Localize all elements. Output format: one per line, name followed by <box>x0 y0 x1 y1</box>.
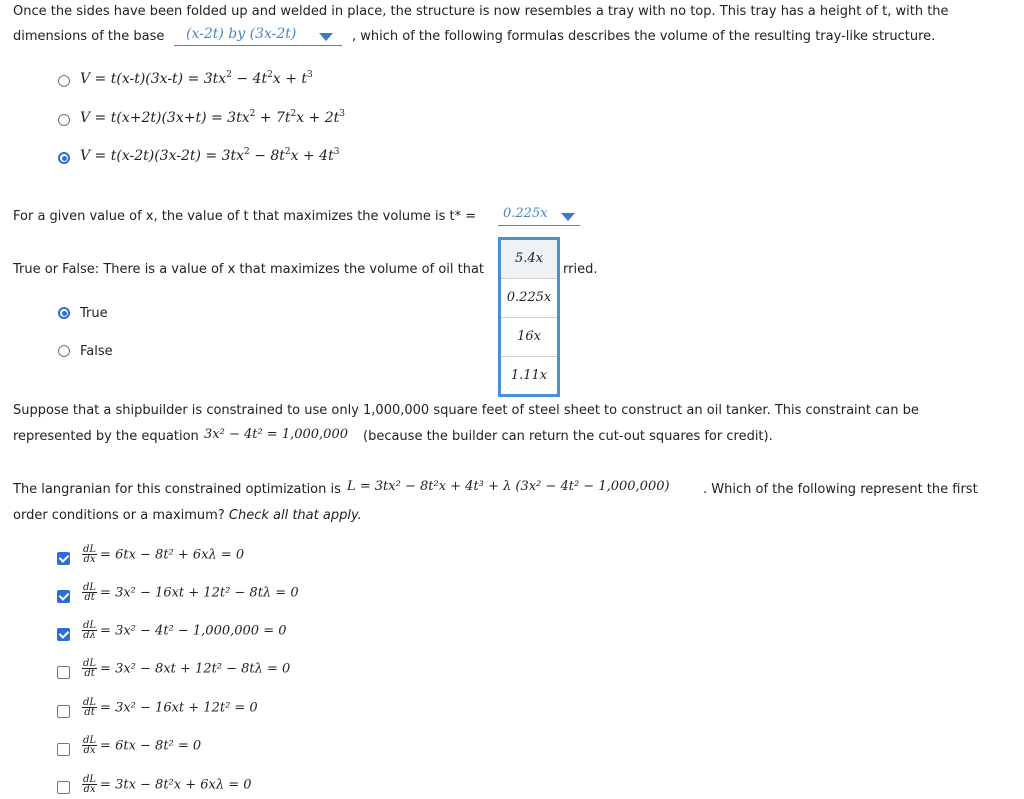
foc-4-expr: = 3x² − 8xt + 12t² − 8tλ = 0 <box>100 661 291 677</box>
volume-option-2-lhs: V = t(x+2t)(3x+t) = 3tx <box>80 110 250 126</box>
volume-option-2-mid: + 7t <box>255 110 291 126</box>
chevron-down-icon[interactable] <box>561 213 575 221</box>
false-radio[interactable] <box>58 345 70 357</box>
base-dims-dropdown-value[interactable]: (x-2t) by (3x-2t) <box>186 26 297 42</box>
foc-checkbox-4[interactable] <box>57 666 70 679</box>
foc-1-expr: = 6tx − 8t² + 6xλ = 0 <box>100 547 245 563</box>
true-label[interactable]: True <box>80 306 108 321</box>
chevron-down-icon[interactable] <box>319 33 333 41</box>
foc-3-den: dλ <box>83 630 96 641</box>
volume-option-3[interactable]: $V = t(x-2t)(3x-2t) = 3tx^2 - 8t^2x + 4t^3$ <box>80 147 340 164</box>
false-label[interactable]: False <box>80 344 113 359</box>
foc-7-num: dL <box>83 774 97 785</box>
foc-4-num: dL <box>83 658 97 669</box>
base-dims-underline <box>174 45 342 46</box>
tstar-dropdown-value[interactable]: 0.225x <box>503 206 548 221</box>
true-false-question-text: True or False: There is a value of x that maximizes the volume of oil that <box>13 262 485 277</box>
lagrangian-line-1-prefix: The langranian for this constrained optimization is <box>13 482 341 497</box>
volume-option-radio-3[interactable] <box>58 152 70 164</box>
foc-2-den: dt <box>84 592 95 603</box>
true-false-question-suffix: rried. <box>563 262 598 277</box>
intro-line-2-prefix: dimensions of the base <box>13 29 165 44</box>
intro-line-2-suffix: , which of the following formulas describes the volume of the resulting tray-like structure. <box>352 29 936 44</box>
foc-option-1[interactable] <box>82 545 244 564</box>
foc-5-den: dt <box>84 707 95 718</box>
dropdown-option[interactable]: 5.4x <box>501 240 557 279</box>
foc-4-den: dt <box>84 668 95 679</box>
foc-6-num: dL <box>83 735 97 746</box>
foc-5-expr: = 3x² − 16xt + 12t² = 0 <box>100 700 258 716</box>
lagrangian-line-1-suffix: . Which of the following represent the first <box>703 482 978 497</box>
volume-option-2-tail: x + 2t <box>296 110 340 126</box>
foc-checkbox-6[interactable] <box>57 743 70 756</box>
volume-option-1-lhs: V = t(x-t)(3x-t) = 3tx <box>80 71 227 87</box>
intro-line-1: Once the sides have been folded up and welded in place, the structure is now resembles a tray with no top. This tray has a height of t, with the <box>13 4 949 19</box>
volume-option-2[interactable]: $V = t(x+2t)(3x+t) = 3tx^2 + 7t^2x + 2t^3$ <box>80 109 346 126</box>
foc-option-2[interactable] <box>82 583 299 602</box>
lagrangian-line-2-text: order conditions or a maximum? <box>13 508 225 523</box>
volume-option-3-tail: x + 4t <box>290 148 334 164</box>
foc-option-4[interactable] <box>82 659 290 678</box>
lagrangian-line-2 <box>13 508 362 523</box>
foc-5-num: dL <box>83 697 97 708</box>
lagrangian-equation: L = 3tx² − 8t²x + 4t³ + λ (3x² − 4t² − 1,000,000) <box>347 479 670 494</box>
foc-6-expr: = 6tx − 8t² = 0 <box>100 738 202 754</box>
foc-checkbox-2[interactable] <box>57 590 70 603</box>
foc-option-7[interactable] <box>82 775 252 794</box>
true-radio[interactable] <box>58 307 70 319</box>
volume-option-1-mid: − 4t <box>231 71 268 87</box>
maximize-question-text: For a given value of x, the value of t that maximizes the volume is t* = <box>13 209 477 224</box>
foc-option-6[interactable] <box>82 736 201 755</box>
foc-2-expr: = 3x² − 16xt + 12t² − 8tλ = 0 <box>100 585 299 601</box>
foc-7-expr: = 3tx − 8t²x + 6xλ = 0 <box>100 777 252 793</box>
foc-option-3[interactable] <box>82 621 287 640</box>
constraint-line-2-suffix: (because the builder can return the cut-out squares for credit). <box>363 429 773 444</box>
constraint-equation: 3x² − 4t² = 1,000,000 <box>204 427 348 442</box>
volume-option-1[interactable]: $V = t(x-t)(3x-t) = 3tx^2 - 4t^2x + t^3$ <box>80 70 313 87</box>
tstar-underline <box>498 225 580 226</box>
dropdown-option[interactable]: 1.11x <box>510 368 548 383</box>
foc-6-den: dx <box>83 745 96 756</box>
foc-checkbox-3[interactable] <box>57 628 70 641</box>
foc-checkbox-5[interactable] <box>57 705 70 718</box>
constraint-line-2-prefix: represented by the equation <box>13 429 199 444</box>
check-all-hint: Check all that apply. <box>228 508 362 523</box>
foc-2-num: dL <box>83 582 97 593</box>
foc-checkbox-7[interactable] <box>57 781 70 794</box>
volume-option-1-tail: x + t <box>272 71 307 87</box>
dropdown-option[interactable]: 16x <box>501 318 557 357</box>
foc-option-5[interactable] <box>82 698 258 717</box>
foc-7-den: dx <box>83 784 96 795</box>
volume-option-3-lhs: V = t(x-2t)(3x-2t) = 3tx <box>80 148 245 164</box>
tstar-dropdown-list[interactable] <box>498 237 560 397</box>
constraint-line-1: Suppose that a shipbuilder is constrained to use only 1,000,000 square feet of steel sheet to construct an oil tanker. This constraint can be <box>13 403 919 418</box>
foc-3-expr: = 3x² − 4t² − 1,000,000 = 0 <box>100 623 287 639</box>
foc-checkbox-1[interactable] <box>57 552 70 565</box>
foc-3-num: dL <box>83 620 97 631</box>
dropdown-option[interactable]: 0.225x <box>501 279 557 318</box>
volume-option-3-mid: − 8t <box>249 148 285 164</box>
foc-1-num: dL <box>83 544 97 555</box>
foc-1-den: dx <box>83 554 96 565</box>
volume-option-radio-1[interactable] <box>58 75 70 87</box>
volume-option-radio-2[interactable] <box>58 114 70 126</box>
